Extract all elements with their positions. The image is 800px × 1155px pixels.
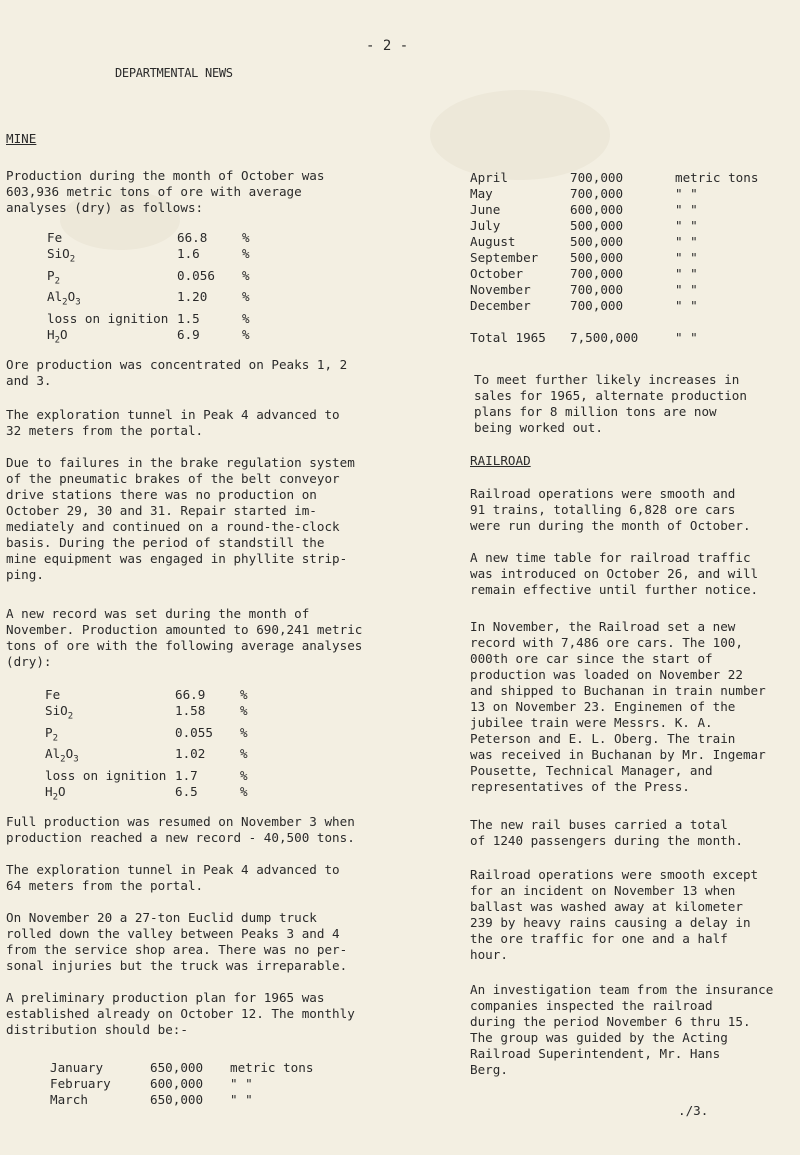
plan-row: [470, 218, 758, 234]
analysis-unit: %: [240, 703, 248, 718]
analysis-value: 1.02: [175, 746, 206, 762]
analysis-row: [45, 703, 248, 725]
plan-month: June: [470, 202, 501, 217]
railroad-ops-paragraph: Railroad operations were smooth and 91 trains, totalling 6,828 ore cars were run during the month of October.: [470, 486, 751, 533]
analysis-row: [45, 784, 248, 806]
plan-unit: " ": [675, 234, 698, 249]
analysis-value: 0.056: [177, 267, 215, 283]
rail-buses-paragraph: The new rail buses carried a total of 1240 passengers during the month.: [470, 817, 743, 848]
plan-row: [50, 1060, 313, 1076]
plan-unit: metric tons: [675, 170, 759, 185]
analysis-unit: %: [240, 746, 248, 762]
element-name: $P_2$: [47, 267, 61, 287]
element-name: loss on ignition: [45, 767, 167, 783]
analysis-unit: %: [240, 783, 248, 799]
element-name: SiO$_2$: [47, 246, 76, 265]
analysis-unit: %: [240, 687, 248, 702]
plan-unit: " ": [675, 202, 698, 217]
analysis-row: [47, 230, 250, 246]
continued-marker: ./3.: [678, 1103, 709, 1118]
analysis-value: 6.5: [175, 783, 198, 799]
analysis-value: 0.055: [175, 724, 213, 740]
analysis-value: 1.58: [175, 703, 206, 718]
element-name: $P_2$: [45, 724, 59, 744]
element-name: Fe: [45, 687, 61, 702]
plan-unit: " ": [675, 218, 698, 233]
analysis-value: 66.9: [175, 687, 206, 702]
analysis-row: [45, 725, 248, 747]
analysis-row: [47, 246, 250, 268]
analysis-row: [45, 687, 248, 703]
peaks-paragraph: Ore production was concentrated on Peaks 1, 2 and 3.: [6, 357, 348, 388]
plan-quantity: 700,000: [570, 282, 624, 297]
mine-intro-paragraph: Production during the month of October was 603,936 metric tons of ore with average analyses (dry) as follows:: [6, 168, 325, 215]
plan-row: [470, 170, 758, 186]
plan-row: [470, 298, 758, 314]
plan-row: [470, 266, 758, 282]
plan-row: [50, 1076, 313, 1092]
plan-month: November: [470, 282, 531, 297]
failures-paragraph: Due to failures in the brake regulation system of the pneumatic brakes of the belt conveyor drive stations there was no production on October 29, 30 and 31. Repair started im- mediately and continued on a round-the-clock basis. During the period of standstill the mine equipment was engaged in phyllite strip- ping.: [6, 455, 355, 582]
analysis-row: [47, 311, 250, 327]
incident-paragraph: Railroad operations were smooth except for an incident on November 13 when ballast was washed away at kilometer 239 by heavy rains causing a delay in the ore traffic for one and a half hour.: [470, 867, 759, 962]
analysis-row: [45, 768, 248, 784]
plan-unit: metric tons: [230, 1060, 314, 1075]
plan-month: May: [470, 186, 493, 201]
plan-quantity: 500,000: [570, 250, 624, 265]
analysis-unit: %: [242, 310, 250, 326]
plan-month: February: [50, 1076, 111, 1091]
element-name: loss on ignition: [47, 310, 169, 326]
plan-quantity: 500,000: [570, 218, 624, 233]
analysis-unit: %: [242, 246, 250, 261]
record-paragraph: A new record was set during the month of November. Production amounted to 690,241 metric tons of ore with the following average analyses (dry):: [6, 606, 363, 669]
tunnel-paragraph-2: The exploration tunnel in Peak 4 advanced to 64 meters from the portal.: [6, 862, 340, 893]
element-name: $H_2O$: [45, 783, 66, 803]
plan-table-part-2: [470, 170, 758, 346]
plan-unit: " ": [675, 282, 698, 297]
analysis-value: 66.8: [177, 230, 208, 245]
plan-unit: " ": [230, 1076, 253, 1091]
plan-quantity: 650,000: [150, 1092, 204, 1107]
increase-paragraph: To meet further likely increases in sales for 1965, alternate production plans for 8 million tons are now being worked out.: [474, 372, 747, 435]
plan-unit: " ": [675, 250, 698, 265]
plan-unit: " ": [675, 186, 698, 201]
analysis-value: 6.9: [177, 326, 200, 342]
plan-unit: " ": [230, 1092, 253, 1107]
plan-quantity: 650,000: [150, 1060, 204, 1075]
element-name: SiO$_2$: [45, 703, 74, 722]
page-number: - 2 -: [366, 38, 409, 54]
paper-stain: [430, 90, 610, 180]
plan-row: [50, 1092, 313, 1108]
plan-quantity: 700,000: [570, 186, 624, 201]
analysis-unit: %: [242, 230, 250, 245]
plan-row: [470, 202, 758, 218]
plan-quantity: 500,000: [570, 234, 624, 249]
plan-month: March: [50, 1092, 88, 1107]
plan-row: [470, 282, 758, 298]
plan-unit: " ": [675, 266, 698, 281]
plan-quantity: 700,000: [570, 266, 624, 281]
plan-month: August: [470, 234, 516, 249]
plan-total-row: Total 1965 7,500,000 " ": [470, 330, 698, 345]
analysis-unit: %: [240, 767, 248, 783]
analysis-row: [47, 327, 250, 349]
plan-month: September: [470, 250, 539, 265]
element-name: $H_2O$: [47, 326, 68, 346]
investigation-paragraph: An investigation team from the insurance companies inspected the railroad during the period November 6 thru 15. The group was guided by the Acting Railroad Superintendent, Mr. Hans Berg.: [470, 982, 774, 1077]
analysis-row: [45, 746, 248, 768]
plan-unit: " ": [675, 298, 698, 313]
plan-row: [470, 234, 758, 250]
analysis-value: 1.7: [175, 767, 198, 783]
analysis-unit: %: [242, 267, 250, 283]
plan-row: [470, 186, 758, 202]
plan-month: July: [470, 218, 501, 233]
plan-month: April: [470, 170, 508, 185]
plan-row: [470, 250, 758, 266]
railroad-heading: RAILROAD: [470, 453, 531, 468]
plan-month: January: [50, 1060, 104, 1075]
analysis-unit: %: [240, 724, 248, 740]
plan-paragraph: A preliminary production plan for 1965 was established already on October 12. The monthly distribution should be:-: [6, 990, 355, 1037]
analysis-value: 1.5: [177, 310, 200, 326]
november-railroad-paragraph: In November, the Railroad set a new record with 7,486 ore cars. The 100, 000th ore car since the start of production was loaded on November 22 and shipped to Buchanan in train number 13 on November 23. Enginemen of the jubilee train were Messrs. K. A. Peterson and E. L. Oberg. The train was received in Buchanan by Mr. Ingemar Pousette, Technical Manager, and representatives of the Press.: [470, 619, 766, 794]
mine-heading: MINE: [6, 131, 37, 146]
plan-quantity: 600,000: [570, 202, 624, 217]
plan-quantity: 600,000: [150, 1076, 204, 1091]
november-analyses-table: [45, 687, 248, 805]
tunnel-paragraph-1: The exploration tunnel in Peak 4 advanced to 32 meters from the portal.: [6, 407, 340, 438]
plan-month: October: [470, 266, 524, 281]
truck-paragraph: On November 20 a 27-ton Euclid dump truck rolled down the valley between Peaks 3 and 4 from the service shop area. There was no per- sonal injuries but the truck was irreparable.: [6, 910, 348, 973]
full-production-paragraph: Full production was resumed on November 3 when production reached a new record - 40,500 tons.: [6, 814, 355, 845]
analysis-unit: %: [242, 326, 250, 342]
analysis-value: 1.20: [177, 289, 208, 305]
analysis-value: 1.6: [177, 246, 200, 261]
page-header: DEPARTMENTAL NEWS: [115, 66, 233, 80]
plan-quantity: 700,000: [570, 170, 624, 185]
timetable-paragraph: A new time table for railroad traffic was introduced on October 26, and will remain effective until further notice.: [470, 550, 759, 597]
plan-table-part-1: [50, 1060, 313, 1108]
analysis-row: [47, 289, 250, 311]
analysis-row: [47, 268, 250, 290]
element-name: $Al_2O_3$: [45, 746, 79, 765]
october-analyses-table: [47, 230, 250, 348]
analysis-unit: %: [242, 289, 250, 305]
element-name: $Al_2O_3$: [47, 289, 81, 308]
plan-quantity: 700,000: [570, 298, 624, 313]
element-name: Fe: [47, 230, 63, 245]
plan-month: December: [470, 298, 531, 313]
